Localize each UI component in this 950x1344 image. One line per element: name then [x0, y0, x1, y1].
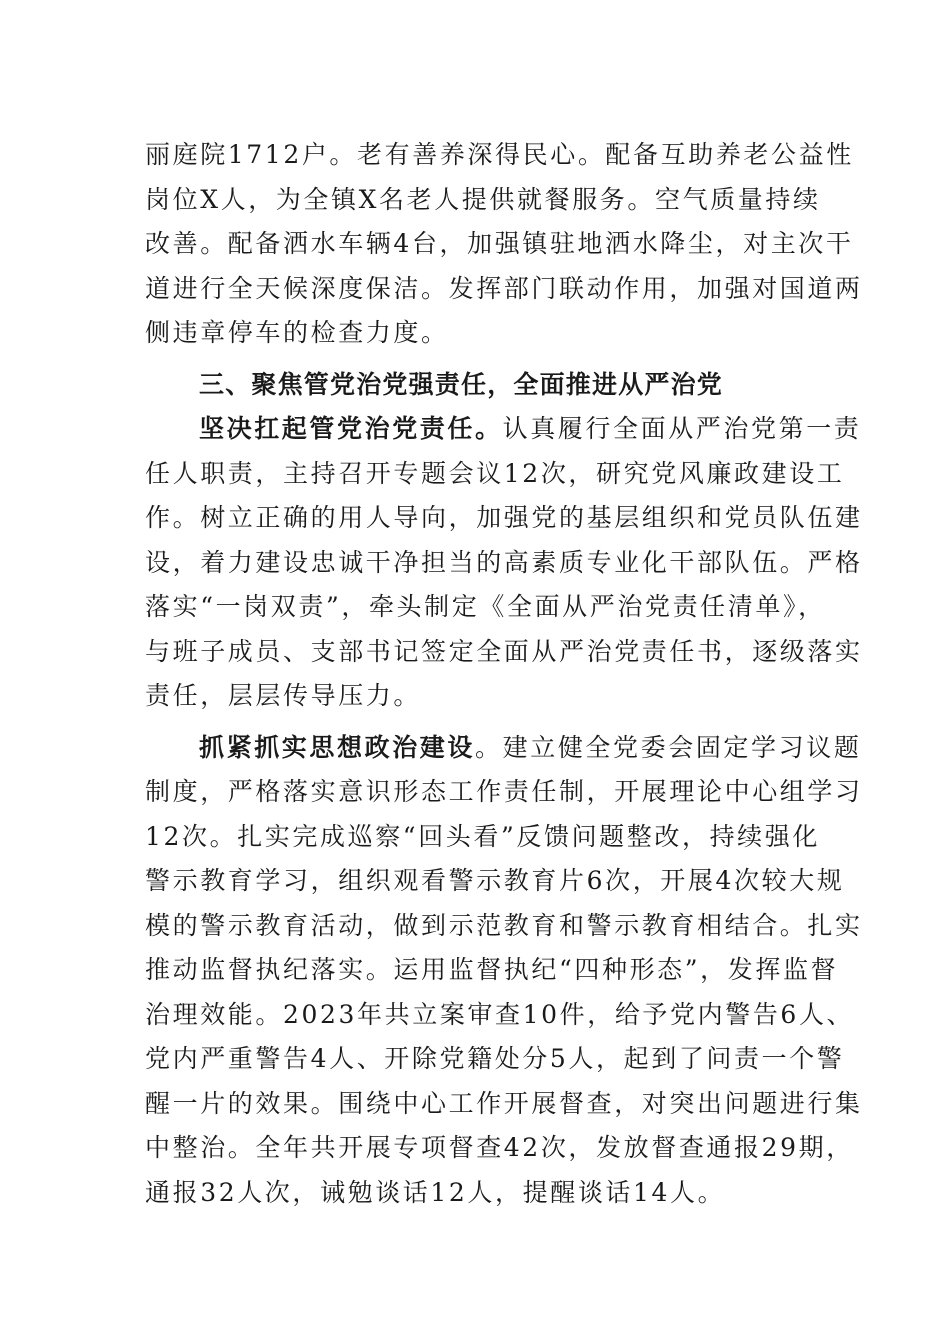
text-line: 侧违章停车的检查力度。 [145, 318, 449, 347]
text-run: 认真履行全面从严治党第一责 [502, 414, 862, 443]
text-line: 道进行全天候深度保洁。发挥部门联动作用，加强对国道两 [145, 273, 863, 303]
text-line: 治理效能。2023年共立案审查10件，给予党内警告6人、 [145, 999, 855, 1029]
text-line: 制度，严格落实意识形态工作责任制，开展理论中心组学习 [145, 777, 863, 806]
text-line: 作。树立正确的用人导向，加强党的基层组织和党员队伍建 [145, 503, 863, 532]
paragraph-spacer [145, 719, 815, 726]
text-run: 。建立健全党委会固定学习议题 [475, 732, 862, 762]
paragraph-party-responsibility [145, 407, 863, 719]
paragraph-elderly-air-quality [145, 133, 863, 356]
text-line: 模的警示教育活动，做到示范教育和警示教育相结合。扎实 [145, 910, 863, 940]
text-line: 12次。扎实完成巡察“回头看”反馈问题整改，持续强化 [145, 821, 820, 851]
text-line-first [145, 407, 862, 452]
text-line: 落实“一岗双责”，牵头制定《全面从严治党责任清单》， [145, 592, 826, 621]
text-line: 警示教育学习，组织观看警示教育片6次，开展4次较大规 [145, 866, 845, 895]
text-line: 改善。配备洒水车辆4台，加强镇驻地洒水降尘，对主次干 [145, 229, 854, 258]
text-line: 岗位X人，为全镇X名老人提供就餐服务。空气质量持续 [145, 184, 821, 214]
text-line: 设，着力建设忠诚干净担当的高素质专业化干部队伍。严格 [145, 547, 863, 577]
text-line: 丽庭院1712户。老有善养深得民心。配备互助养老公益性 [145, 140, 854, 169]
paragraph-lead: 坚决扛起管党治党责任。 [199, 414, 503, 443]
text-line: 任人职责，主持召开专题会议12次，研究党风廉政建设工 [145, 458, 845, 488]
text-line: 中整治。全年共开展专项督查42次，发放督查通报29期， [145, 1133, 854, 1162]
text-line: 醒一片的效果。围绕中心工作开展督查，对突出问题进行集 [145, 1088, 863, 1118]
text-line: 责任，层层传导压力。 [145, 681, 422, 710]
text-line: 党内严重警告4人、开除党籍处分5人，起到了问责一个警 [145, 1044, 845, 1073]
paragraph-lead: 抓紧抓实思想政治建设 [199, 732, 476, 762]
section-heading: 三、聚焦管党治党强责任，全面推进从严治党 [199, 369, 724, 399]
text-line: 通报32人次，诫勉谈话12人，提醒谈话14人。 [145, 1177, 726, 1207]
text-line-first [145, 726, 862, 771]
text-line: 与班子成员、支部书记签定全面从严治党责任书，逐级落实 [145, 636, 863, 666]
document-body [145, 133, 863, 1215]
text-line: 推动监督执纪落实。运用监督执纪“四种形态”，发挥监督 [145, 955, 839, 984]
paragraph-spacer [145, 356, 815, 363]
paragraph-political-building [145, 726, 863, 1216]
